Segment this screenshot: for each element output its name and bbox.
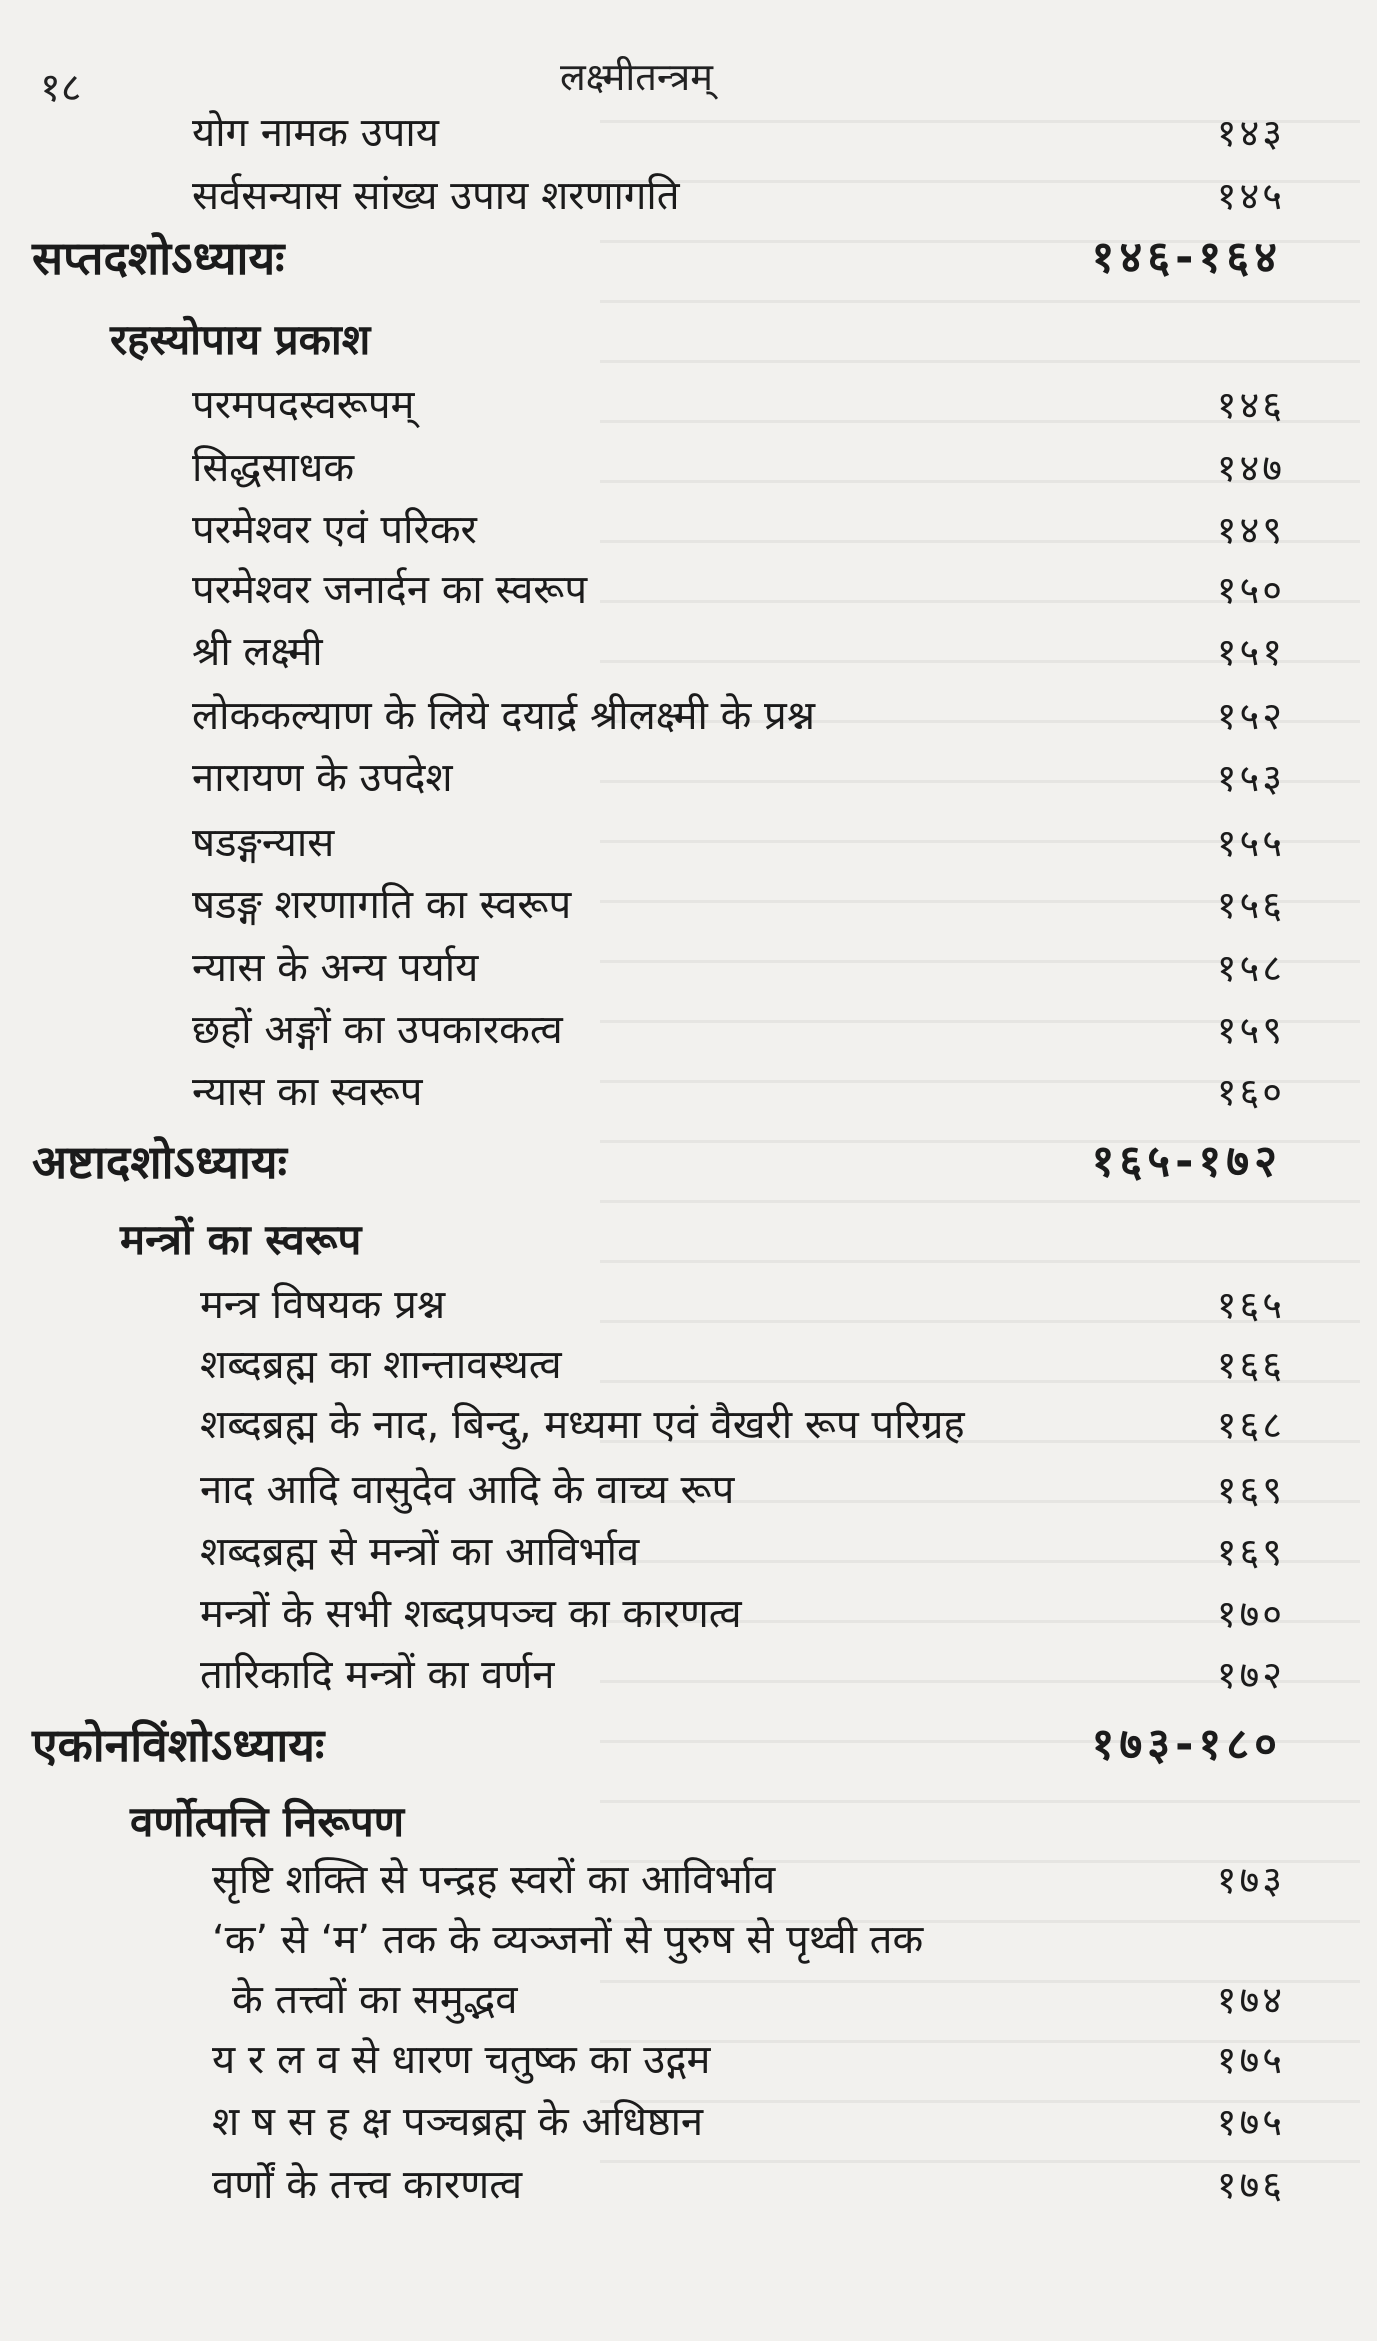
entry-text: षडङ्ग शरणागति का स्वरूप: [192, 882, 572, 928]
chapter-title: एकोनविंशोऽध्यायः: [32, 1718, 325, 1772]
toc-entry: [0, 939, 1377, 997]
toc-entry: [0, 1585, 1377, 1643]
page-ref: १७०: [1216, 1592, 1285, 1636]
page-ref: १४६: [1216, 383, 1285, 427]
page-ref: १५०: [1216, 568, 1285, 612]
page-ref: १५६: [1216, 883, 1285, 927]
toc-entry: [0, 814, 1377, 872]
page-ref: १६५: [1216, 1283, 1285, 1327]
page-ref: १५२: [1216, 694, 1285, 738]
toc-entry: [0, 561, 1377, 619]
page-ref: १४९: [1216, 508, 1285, 552]
toc-entry: [0, 623, 1377, 681]
page-ref: १७३: [1216, 1858, 1285, 1902]
entry-text: तारिकादि मन्त्रों का वर्णन: [200, 1652, 555, 1698]
section-subheading: [0, 1211, 1377, 1269]
page-ref: १४७: [1216, 446, 1285, 490]
entry-text: न्यास के अन्य पर्याय: [192, 945, 479, 991]
page-ref: १७६: [1216, 2163, 1285, 2207]
entry-text: मन्त्रों के सभी शब्दप्रपञ्च का कारणत्व: [200, 1591, 742, 1637]
page-ref: १६५-१७२: [1091, 1136, 1282, 1187]
toc-entry: [0, 439, 1377, 497]
page-ref: १५३: [1216, 756, 1285, 800]
toc-entry: [0, 1646, 1377, 1704]
chapter-title: सप्तदशोऽध्यायः: [32, 231, 285, 285]
toc-entry: [0, 1461, 1377, 1519]
entry-text: परमेश्वर एवं परिकर: [192, 507, 477, 553]
entry-text: श ष स ह क्ष पञ्चब्रह्म के अधिष्ठान: [212, 2099, 704, 2145]
toc-entry: [0, 2093, 1377, 2151]
toc-entry: [0, 876, 1377, 934]
entry-text: सृष्टि शक्ति से पन्द्रह स्वरों का आविर्भाव: [212, 1857, 776, 1903]
running-title: लक्ष्मीतन्त्रम्: [560, 55, 713, 99]
page-number: १८: [40, 65, 82, 111]
entry-text: वर्णों के तत्त्व कारणत्व: [212, 2162, 523, 2208]
entry-text: नारायण के उपदेश: [192, 755, 453, 801]
entry-text: शब्दब्रह्म के नाद, बिन्दु, मध्यमा एवं वैखरी रूप परिग्रह: [200, 1402, 965, 1448]
toc-entry: [0, 1276, 1377, 1334]
toc-entry: [0, 2031, 1377, 2089]
chapter-heading: [0, 229, 1377, 287]
chapter-heading: [0, 1133, 1377, 1191]
section-subheading: [0, 1793, 1377, 1851]
entry-text: वर्णोत्पत्ति निरूपण: [130, 1797, 405, 1846]
entry-text: य र ल व से धारण चतुष्क का उद्गम: [212, 2037, 711, 2083]
chapter-heading: [0, 1716, 1377, 1774]
entry-text: सिद्धसाधक: [192, 445, 355, 491]
entry-text: मन्त्रों का स्वरूप: [120, 1215, 362, 1264]
toc-entry: [0, 1063, 1377, 1121]
entry-text: के तत्त्वों का समुद्भव: [232, 1977, 518, 2023]
toc-entry: [0, 1851, 1377, 1909]
toc-entry: [0, 167, 1377, 225]
entry-text: सर्वसन्यास सांख्य उपाय शरणागति: [192, 173, 680, 219]
toc-entry: [0, 1523, 1377, 1581]
entry-text: नाद आदि वासुदेव आदि के वाच्य रूप: [200, 1467, 735, 1513]
entry-text: परमपदस्वरूपम्: [192, 382, 415, 428]
page-ref: १७५: [1216, 2038, 1285, 2082]
entry-text: छहों अङ्गों का उपकारकत्व: [192, 1007, 563, 1053]
page-ref: १६९: [1216, 1468, 1285, 1512]
page-ref: १५५: [1216, 821, 1285, 865]
page-ref: १७५: [1216, 2100, 1285, 2144]
entry-text: न्यास का स्वरूप: [192, 1069, 423, 1115]
entry-text: लोककल्याण के लिये दयार्द्र श्रीलक्ष्मी के प्रश्न: [192, 693, 816, 739]
toc-entry: [0, 376, 1377, 434]
toc-entry: [0, 104, 1377, 162]
entry-text: रहस्योपाय प्रकाश: [110, 315, 371, 364]
page-ref: १६०: [1216, 1070, 1285, 1114]
toc-entry: [0, 1001, 1377, 1059]
toc-entry: [0, 501, 1377, 559]
page-ref: १५१: [1216, 630, 1285, 674]
toc-entry: [0, 1971, 1377, 2029]
chapter-title: अष्टादशोऽध्यायः: [32, 1135, 287, 1189]
toc-entry: [0, 2156, 1377, 2214]
page-ref: १६९: [1216, 1530, 1285, 1574]
page-ref: १४५: [1216, 174, 1285, 218]
page-ref: १६६: [1216, 1343, 1285, 1387]
entry-text: श्री लक्ष्मी: [192, 629, 323, 675]
entry-text: परमेश्वर जनार्दन का स्वरूप: [192, 567, 588, 613]
page-ref: १७२: [1216, 1653, 1285, 1697]
page-ref: १४६-१६४: [1091, 232, 1282, 283]
page-ref: १५९: [1216, 1008, 1285, 1052]
section-subheading: [0, 311, 1377, 369]
page-ref: १६८: [1216, 1403, 1285, 1447]
toc-entry: [0, 1911, 1377, 1969]
toc-entry: [0, 749, 1377, 807]
toc-entry: [0, 1336, 1377, 1394]
entry-text: योग नामक उपाय: [192, 110, 439, 156]
entry-text: ‘क’ से ‘म’ तक के व्यञ्जनों से पुरुष से पृथ्वी तक: [212, 1917, 924, 1963]
page-ref: १५८: [1216, 946, 1285, 990]
page-ref: १७३-१८०: [1091, 1719, 1282, 1770]
entry-text: शब्दब्रह्म का शान्तावस्थत्व: [200, 1342, 562, 1388]
toc-entry: [0, 687, 1377, 745]
entry-text: शब्दब्रह्म से मन्त्रों का आविर्भाव: [200, 1529, 640, 1575]
entry-text: षडङ्गन्यास: [192, 820, 335, 866]
page-ref: १७४: [1216, 1978, 1285, 2022]
entry-text: मन्त्र विषयक प्रश्न: [200, 1282, 446, 1328]
toc-entry: [0, 1396, 1377, 1454]
page-ref: १४३: [1216, 111, 1285, 155]
